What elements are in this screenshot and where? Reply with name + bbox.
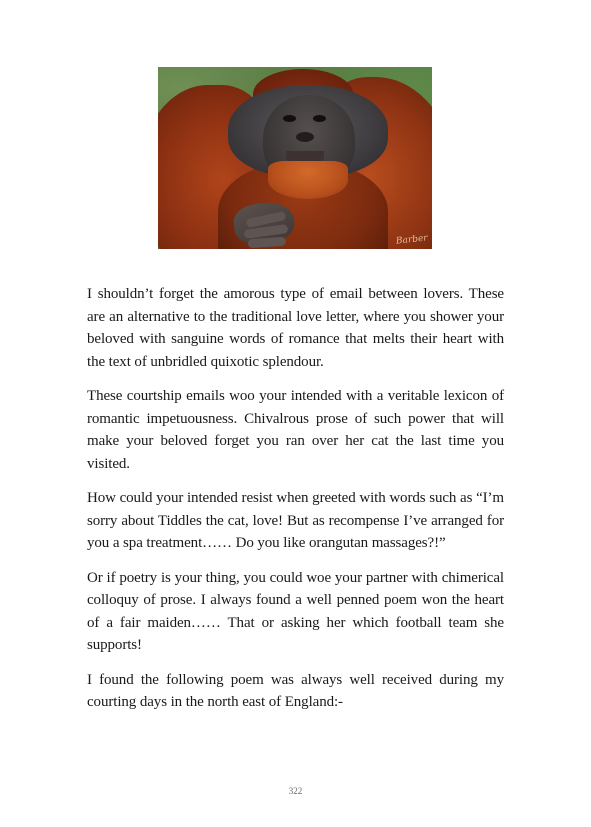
body-text (87, 283, 504, 726)
paragraph-2: These courtship emails woo your intended with a veritable lexicon of romantic impetuousness. Chivalrous prose of such power that will make your beloved forget you ran over her cat the last time you visited. (87, 388, 504, 472)
paragraph-3: How could your intended resist when greeted with words such as “I’m sorry about Tiddles the cat, love! But as recompense I’ve arranged for you a spa treatment…… Do you like orangutan massages?!” (87, 490, 504, 551)
orangutan-photo (158, 67, 432, 249)
page-number: 322 (288, 786, 303, 796)
photo-eye-left (283, 115, 296, 122)
photo-beard (268, 161, 348, 199)
paragraph-1: I shouldn’t forget the amorous type of email between lovers. These are an alternative to the traditional love letter, where you shower your beloved with sanguine words of romance that melts their heart with the text of unbridled quixotic splendour. (87, 286, 504, 370)
paragraph-5: I found the following poem was always well received during my courting days in the north east of England:- (87, 671, 504, 710)
photo-eye-right (313, 115, 326, 122)
paragraph-4: Or if poetry is your thing, you could woe your partner with chimerical colloquy of prose. I always found a well penned poem won the heart of a fair maiden…… That or asking her which football team she supports! (87, 569, 504, 653)
photo-nose (296, 132, 314, 142)
photo-watermark: Barber (395, 233, 429, 247)
